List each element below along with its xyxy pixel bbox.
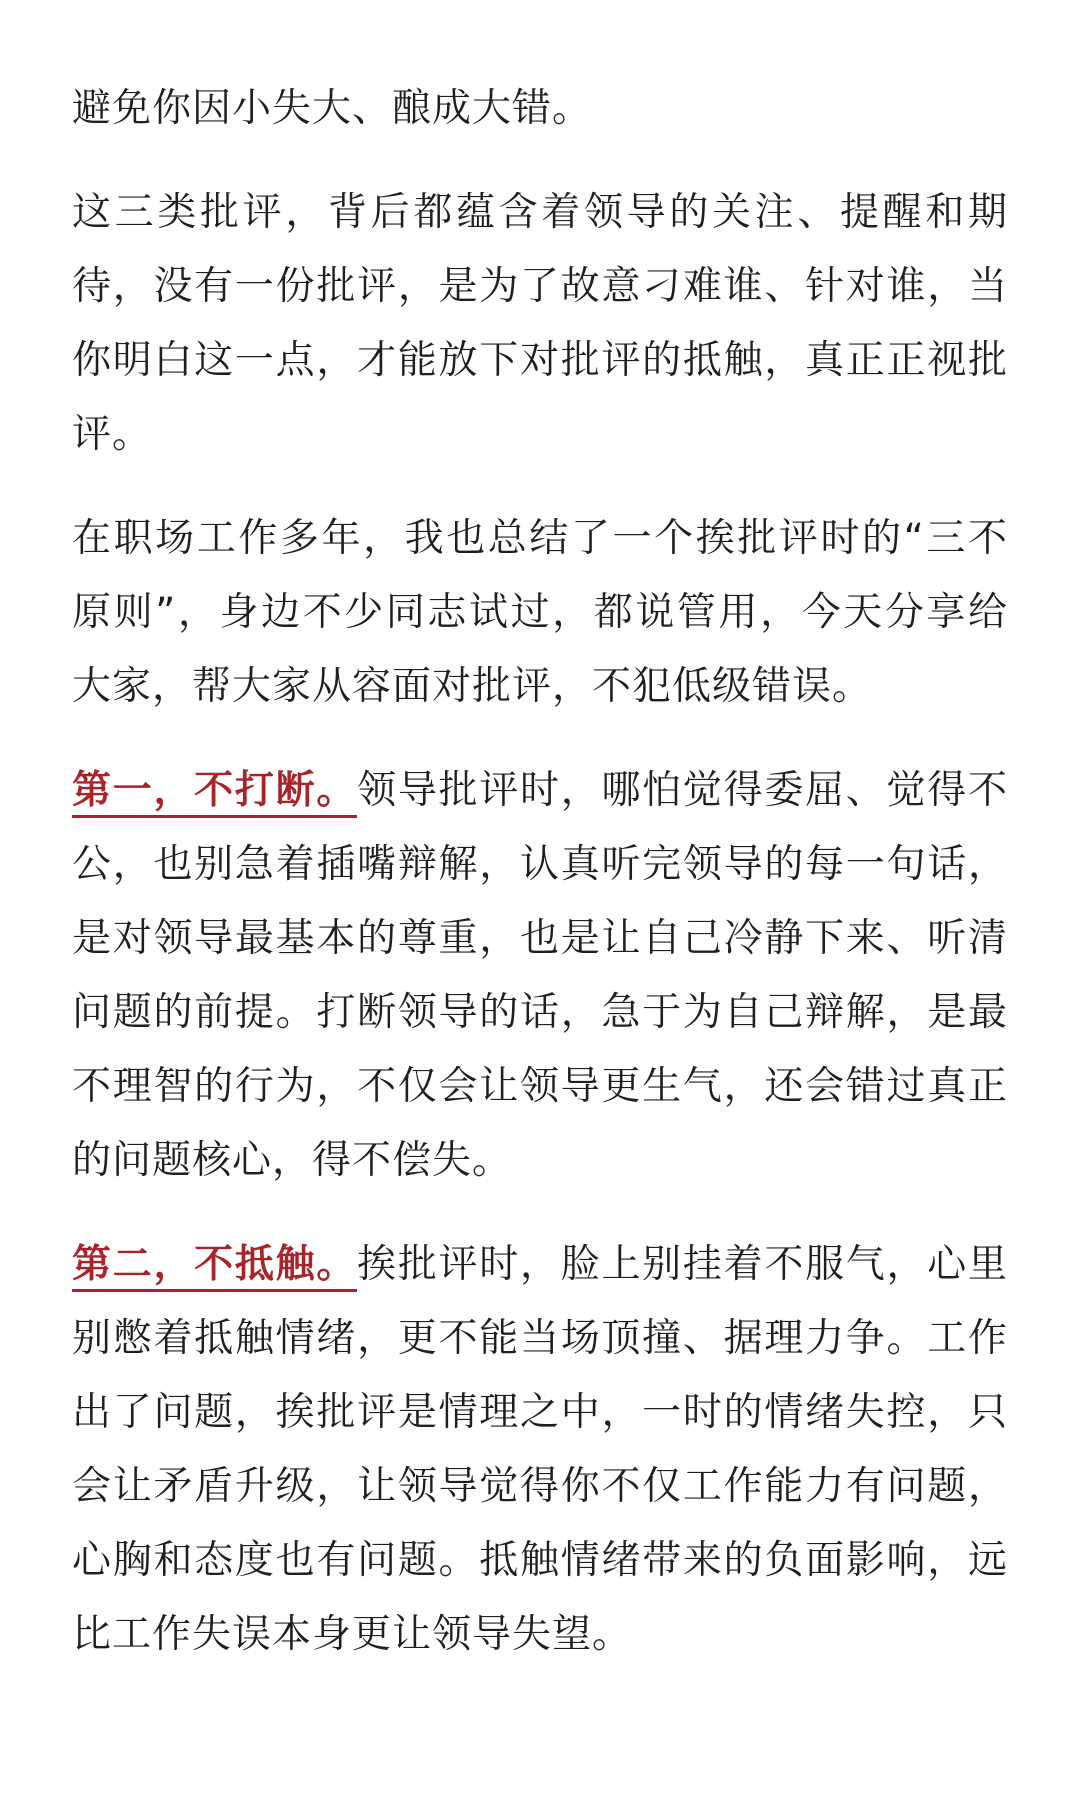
article-body <box>72 72 1008 1702</box>
paragraph-3-text: 在职场工作多年，我也总结了一个挨批评时的“三不原则”，身边不少同志试过，都说管用，今天分享给大家，帮大家从容面对批评，不犯低级错误。 <box>72 516 1008 709</box>
paragraph-4 <box>72 754 1008 1198</box>
paragraph-3 <box>72 502 1008 724</box>
paragraph-5-text: 挨批评时，脸上别挂着不服气，心里别憋着抵触情绪，更不能当场顶撞、据理力争。工作出了问题，挨批评是情理之中，一时的情绪失控，只会让矛盾升级，让领导觉得你不仅工作能力有问题，心胸和态度也有问题。抵触情绪带来的负面影响，远比工作失误本身更让领导失望。 <box>72 1242 1008 1657</box>
principle-1-heading: 第一，不打断。 <box>72 768 357 818</box>
paragraph-1-text: 避免你因小失大、酿成大错。 <box>72 86 593 131</box>
paragraph-1 <box>72 72 1008 146</box>
principle-2-heading: 第二，不抵触。 <box>72 1242 357 1292</box>
paragraph-2 <box>72 176 1008 472</box>
paragraph-5 <box>72 1228 1008 1672</box>
paragraph-4-text: 领导批评时，哪怕觉得委屈、觉得不公，也别急着插嘴辩解，认真听完领导的每一句话，是对领导最基本的尊重，也是让自己冷静下来、听清问题的前提。打断领导的话，急于为自己辩解，是最不理智的行为，不仅会让领导更生气，还会错过真正的问题核心，得不偿失。 <box>72 768 1008 1183</box>
paragraph-2-text: 这三类批评，背后都蕴含着领导的关注、提醒和期待，没有一份批评，是为了故意刁难谁、针对谁，当你明白这一点，才能放下对批评的抵触，真正正视批评。 <box>72 190 1008 457</box>
